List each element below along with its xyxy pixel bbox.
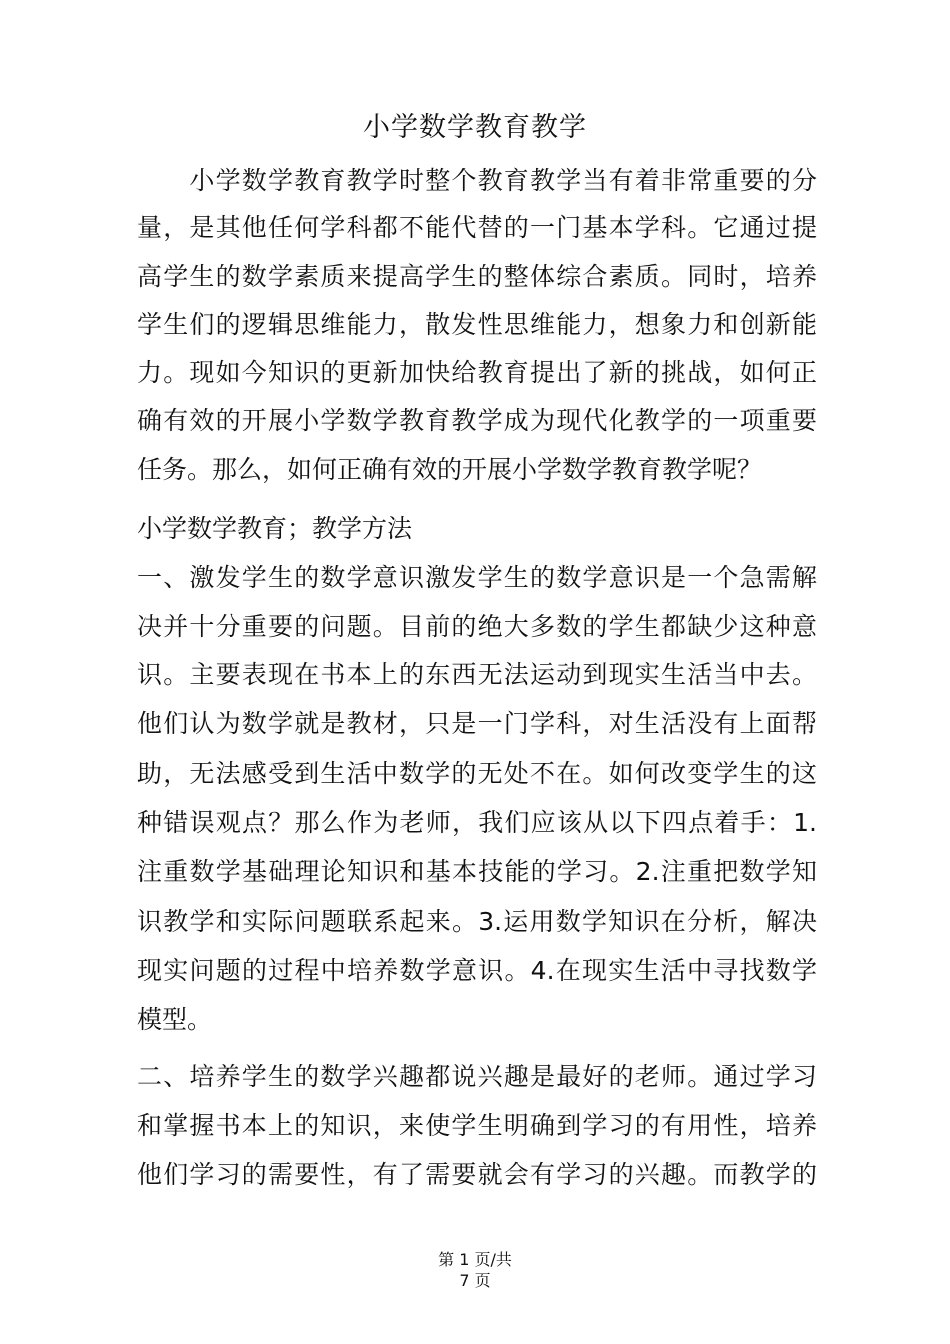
body-line-17: 现实问题的过程中培养数学意识。4.在现实生活中寻找数学 — [137, 956, 817, 985]
body-line-13: 助，无法感受到生活中数学的无处不在。如何改变学生的这 — [137, 759, 817, 788]
body-line-12: 他们认为数学就是教材，只是一门学科，对生活没有上面帮 — [137, 709, 817, 738]
page-title: 小学数学教育教学 — [363, 112, 587, 143]
body-line-10: 决并十分重要的问题。目前的绝大多数的学生都缺少这种意 — [137, 612, 817, 641]
body-line-4: 学生们的逻辑思维能力，散发性思维能力，想象力和创新能 — [137, 310, 817, 339]
body-line-18: 模型。 — [137, 1005, 213, 1034]
body-line-6: 确有效的开展小学数学教育教学成为现代化教学的一项重要 — [137, 406, 817, 435]
body-line-11: 识。主要表现在书本上的东西无法运动到现实生活当中去。 — [137, 660, 817, 689]
page-footer-line-1: 第 1 页/共 — [438, 1250, 512, 1269]
body-line-20: 和掌握书本上的知识，来使学生明确到学习的有用性，培养 — [137, 1111, 817, 1140]
section-2-heading-line: 二、培养学生的数学兴趣都说兴趣是最好的老师。通过学习 — [137, 1062, 817, 1091]
body-line-2: 量，是其他任何学科都不能代替的一门基本学科。它通过提 — [137, 213, 817, 242]
body-line-16: 识教学和实际问题联系起来。3.运用数学知识在分析，解决 — [137, 907, 817, 936]
body-line-15: 注重数学基础理论知识和基本技能的学习。2.注重把数学知 — [137, 857, 817, 886]
section-1-heading-line: 一、激发学生的数学意识激发学生的数学意识是一个急需解 — [137, 563, 817, 592]
page-footer-line-2: 7 页 — [459, 1271, 491, 1290]
body-line-14: 种错误观点？那么作为老师，我们应该从以下四点着手：1. — [137, 808, 817, 837]
keywords-line: 小学数学教育；教学方法 — [137, 514, 413, 543]
body-line-5: 力。现如今知识的更新加快给教育提出了新的挑战，如何正 — [137, 358, 817, 387]
body-line-7: 任务。那么，如何正确有效的开展小学数学教育教学呢？ — [137, 455, 763, 484]
body-line-1: 小学数学教育教学时整个教育教学当有着非常重要的分 — [137, 166, 817, 195]
body-line-21: 他们学习的需要性，有了需要就会有学习的兴趣。而教学的 — [137, 1160, 817, 1189]
body-line-3: 高学生的数学素质来提高学生的整体综合素质。同时，培养 — [137, 262, 817, 291]
